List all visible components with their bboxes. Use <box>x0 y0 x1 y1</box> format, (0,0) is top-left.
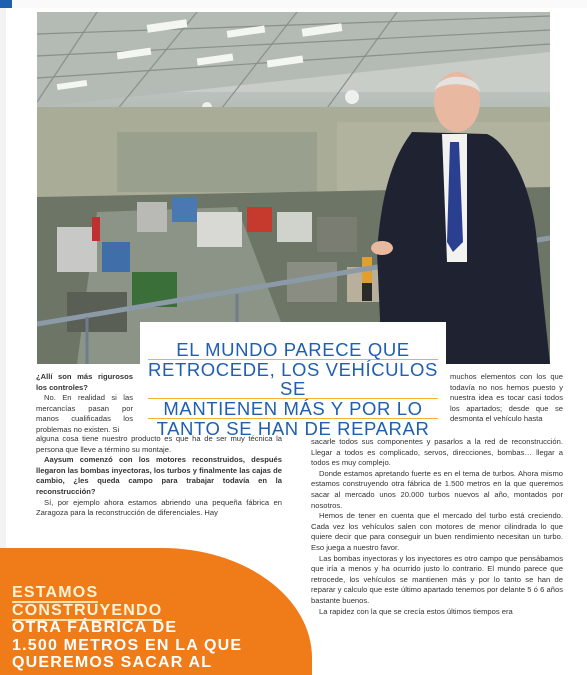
right-column-top <box>450 372 563 425</box>
corner-color-mark <box>0 0 12 8</box>
left-column-top <box>36 372 133 436</box>
factory-illustration <box>37 12 550 364</box>
callout-headline <box>12 584 304 672</box>
answer-paragraph: La rapidez con la que se crecía estos últimos tiempos era <box>319 606 513 616</box>
callout-line: OTRA FÁBRICA DE <box>12 619 178 636</box>
pull-quote-line: EL MUNDO PARECE QUE <box>176 339 410 360</box>
pull-quote-line: RETROCEDE, LOS VEHÍCULOS SE <box>148 359 438 399</box>
answer-paragraph: Sí, por ejemplo ahora estamos abriendo una pequeña fábrica en Zaragoza para la reconstrucción de diferenciales. Hay <box>36 497 282 518</box>
pull-quote <box>140 322 446 439</box>
pull-quote-line: TANTO SE HAN DE REPARAR <box>148 418 438 438</box>
callout-line: 1.500 METROS EN LA QUE <box>12 636 243 654</box>
right-column <box>311 437 563 617</box>
page-top-edge <box>0 0 587 8</box>
answer-paragraph: No. En realidad si las mercancías pasan por manos cualificadas los problemas no existen. Si <box>36 393 133 434</box>
factory-photo <box>37 12 550 364</box>
answer-paragraph: Las bombas inyectoras y los inyectores es otro campo que pensábamos que iría a menos y ha ocurrido justo lo contrario. El mundo parece que retrocede, los vehículos se mantienen más y por lo tanto se han de reparar y calculo que este último apartado tenemos por delante 5 ó 6 años bastante buenos. <box>311 553 563 605</box>
callout-box <box>0 548 312 675</box>
continued-paragraph: muchos elementos con los que todavía no nos hemos puesto y nuestra idea es tocar casi todos los apartados; desde que se desmonta el vehículo hasta <box>450 372 563 424</box>
question-paragraph: Aaysum comenzó con los motores reconstruidos, después llegaron las bombas inyectoras, los turbos y finalmente las cajas de cambio, ¿les queda campo para trabajar todavía en la reconstrucción? <box>36 455 282 496</box>
callout-highlight-line: ESTAMOS <box>12 584 99 601</box>
pull-quote-line: MANTIENEN MÁS Y POR LO <box>148 398 438 418</box>
callout-highlight-line: CONSTRUYENDO <box>12 601 163 619</box>
callout-line: QUEREMOS SACAR AL <box>12 654 213 671</box>
answer-paragraph: Donde estamos apretando fuerte es en el tema de turbos. Ahora mismo estamos construyendo otra fábrica de 1.500 metros en la que queremos sacar al mercado unos 20.000 turbos nuevos al año, montados por nosotros. <box>311 468 563 510</box>
question-paragraph: ¿Allí son más rigurosos los controles? <box>36 372 133 392</box>
continued-paragraph: sacarle todos sus componentes y pasarlos a la red de reconstrucción. Llegar a todos es complicado, servos, direcciones, bombas… llegar a todos es muy complejo. <box>311 437 563 468</box>
answer-paragraph: Hemos de tener en cuenta que el mercado del turbo está creciendo. Cada vez los vehículos salen con motores de menor cilindrada lo que quiere decir que para conseguir un buen rendimiento necesitan un turbo. Eso juega a nuestro favor. <box>311 511 563 552</box>
left-column-bottom <box>36 434 282 519</box>
continued-paragraph: alguna cosa tiene nuestro producto es que ha de ser muy técnica la persona que lleve a término su montaje. <box>36 434 282 454</box>
